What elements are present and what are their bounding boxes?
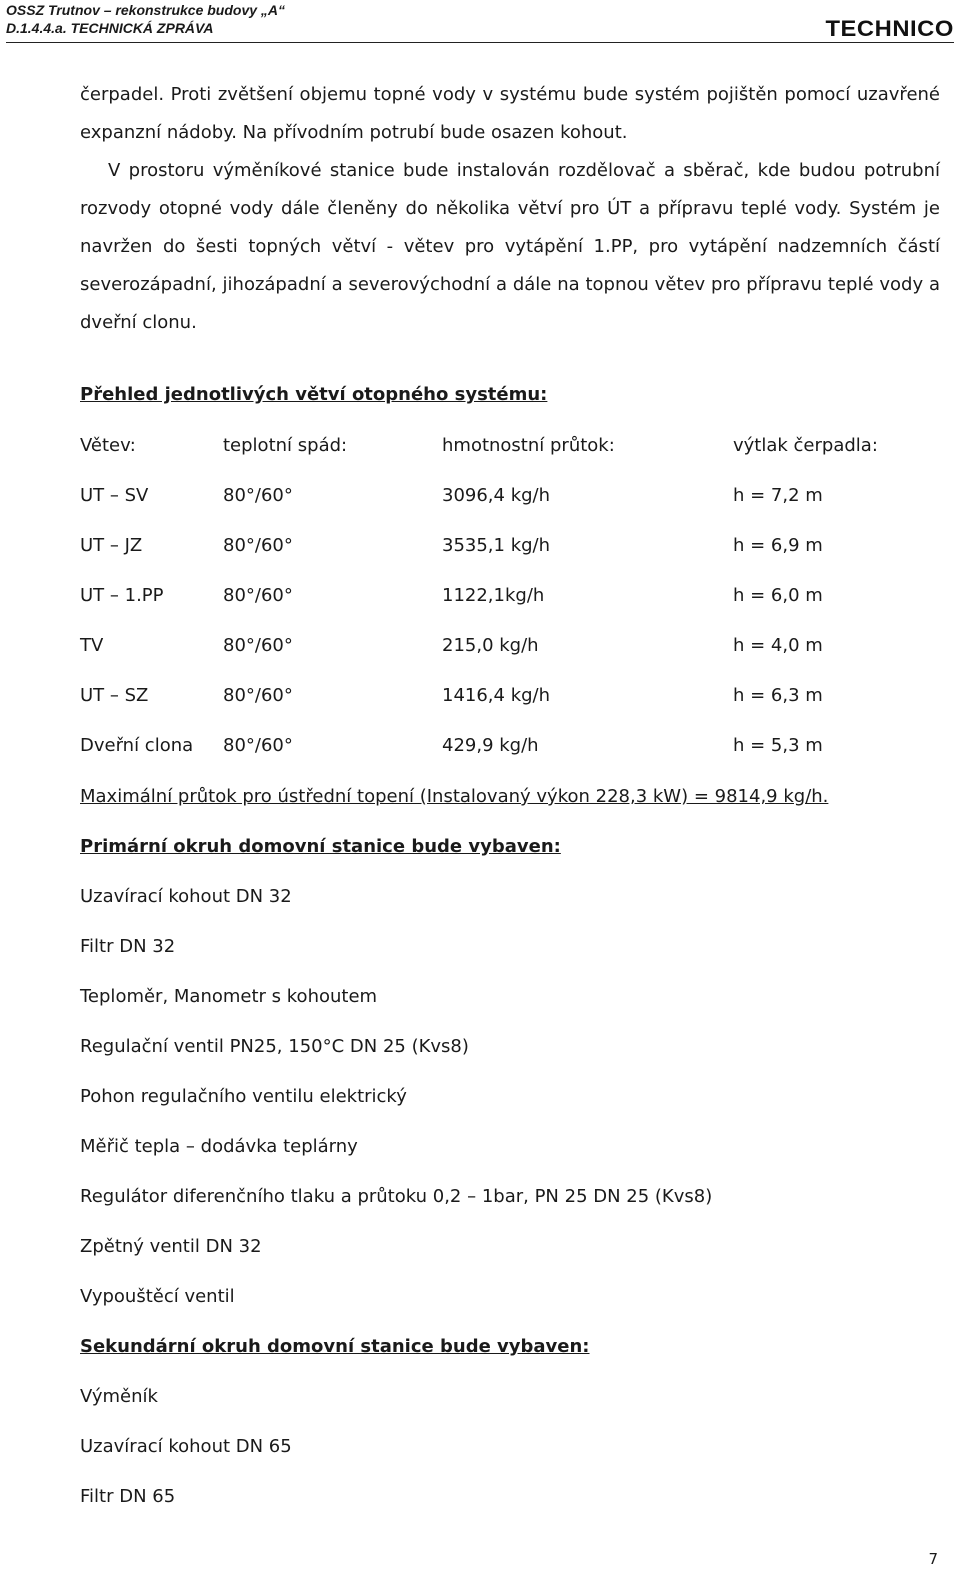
cell-branch: UT – JZ xyxy=(80,535,143,556)
col-header-temperature: teplotní spád: xyxy=(223,435,348,456)
cell-pump-head: h = 6,3 m xyxy=(733,685,823,706)
secondary-circuit-title: Sekundární okruh domovní stanice bude vybaven: xyxy=(80,1336,590,1357)
max-flow-summary: Maximální průtok pro ústřední topení (Instalovaný výkon 228,3 kW) = 9814,9 kg/h. xyxy=(80,786,829,807)
cell-temperature: 80°/60° xyxy=(223,635,293,656)
paragraph-2: V prostoru výměníkové stanice bude instalován rozdělovač a sběrač, kde budou potrubní rozvody otopné vody dále členěny do několika větví pro ÚT a přípravu teplé vody. Systém je navržen do šesti topných větví - větev pro vytápění 1.PP, pro vytápění nadzemních částí severozápadní, jihozápadní a severovýchodní a dále na topnou větev pro přípravu teplé vody a dveřní clonu. xyxy=(80,160,940,333)
col-header-flow: hmotnostní průtok: xyxy=(442,435,615,456)
cell-temperature: 80°/60° xyxy=(223,585,293,606)
table-row xyxy=(80,685,940,709)
cell-temperature: 80°/60° xyxy=(223,685,293,706)
cell-branch: TV xyxy=(80,635,104,656)
list-item: Měřič tepla – dodávka teplárny xyxy=(80,1136,358,1157)
branches-title: Přehled jednotlivých větví otopného systému: xyxy=(80,384,548,405)
list-item: Uzavírací kohout DN 65 xyxy=(80,1436,292,1457)
list-item: Uzavírací kohout DN 32 xyxy=(80,886,292,907)
intro-text xyxy=(80,76,940,342)
cell-flow: 215,0 kg/h xyxy=(442,635,539,656)
cell-branch: UT – SV xyxy=(80,485,149,506)
cell-pump-head: h = 6,9 m xyxy=(733,535,823,556)
cell-temperature: 80°/60° xyxy=(223,735,293,756)
table-row xyxy=(80,535,940,559)
cell-flow: 1122,1kg/h xyxy=(442,585,545,606)
header-document-title: D.1.4.4.a. TECHNICKÁ ZPRÁVA xyxy=(6,20,214,36)
cell-branch: Dveřní clona xyxy=(80,735,194,756)
company-logo: TECHNICO xyxy=(825,16,954,41)
list-item: Výměník xyxy=(80,1386,158,1407)
cell-flow: 1416,4 kg/h xyxy=(442,685,551,706)
list-item: Pohon regulačního ventilu elektrický xyxy=(80,1086,407,1107)
list-item: Vypouštěcí ventil xyxy=(80,1286,235,1307)
list-item: Zpětný ventil DN 32 xyxy=(80,1236,262,1257)
cell-pump-head: h = 6,0 m xyxy=(733,585,823,606)
cell-temperature: 80°/60° xyxy=(223,535,293,556)
col-header-pump-head: výtlak čerpadla: xyxy=(733,435,878,456)
list-item: Filtr DN 65 xyxy=(80,1486,176,1507)
branches-table-header xyxy=(80,435,940,459)
cell-pump-head: h = 4,0 m xyxy=(733,635,823,656)
primary-circuit-title: Primární okruh domovní stanice bude vybaven: xyxy=(80,836,561,857)
cell-pump-head: h = 7,2 m xyxy=(733,485,823,506)
table-row xyxy=(80,735,940,759)
cell-branch: UT – SZ xyxy=(80,685,149,706)
page-header xyxy=(6,0,954,43)
list-item: Regulátor diferenčního tlaku a průtoku 0,2 – 1bar, PN 25 DN 25 (Kvs8) xyxy=(80,1186,713,1207)
table-row xyxy=(80,585,940,609)
cell-pump-head: h = 5,3 m xyxy=(733,735,823,756)
list-item: Regulační ventil PN25, 150°C DN 25 (Kvs8) xyxy=(80,1036,469,1057)
table-row xyxy=(80,485,940,509)
col-header-branch: Větev: xyxy=(80,435,136,456)
table-row xyxy=(80,635,940,659)
list-item: Teploměr, Manometr s kohoutem xyxy=(80,986,378,1007)
cell-temperature: 80°/60° xyxy=(223,485,293,506)
list-item: Filtr DN 32 xyxy=(80,936,176,957)
cell-flow: 3096,4 kg/h xyxy=(442,485,551,506)
page-number: 7 xyxy=(928,1550,938,1568)
cell-branch: UT – 1.PP xyxy=(80,585,164,606)
header-project-title: OSSZ Trutnov – rekonstrukce budovy „A“ xyxy=(6,2,286,18)
cell-flow: 429,9 kg/h xyxy=(442,735,539,756)
paragraph-1: čerpadel. Proti zvětšení objemu topné vody v systému bude systém pojištěn pomocí uzavřené expanzní nádoby. Na přívodním potrubí bude osazen kohout. xyxy=(80,84,940,143)
cell-flow: 3535,1 kg/h xyxy=(442,535,551,556)
